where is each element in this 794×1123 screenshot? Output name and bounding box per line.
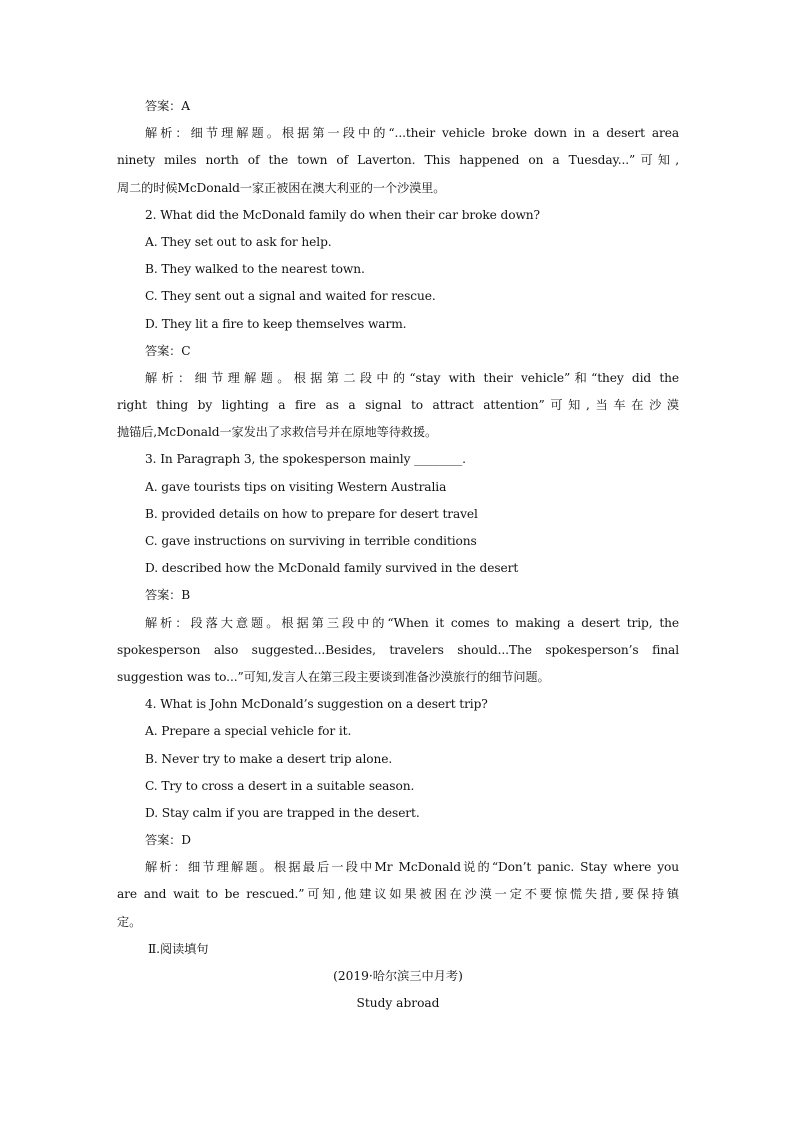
q2-analysis-line-2: right thing by lighting a fire as a signal to attract attention”可知,当车在沙漠 bbox=[117, 398, 679, 413]
q3-option-b: B. provided details on how to prepare for desert travel bbox=[145, 506, 478, 521]
passage-title: Study abroad bbox=[356, 996, 440, 1011]
q2-answer: 答案：C bbox=[145, 343, 191, 358]
q3-option-c: C. gave instructions on surviving in terrible conditions bbox=[145, 534, 477, 548]
q4-answer: 答案：D bbox=[145, 833, 191, 848]
q3-analysis-line-2: spokesperson also suggested...Besides, travelers should...The spokesperson’s final bbox=[117, 642, 679, 657]
q4-option-a: A. Prepare a special vehicle for it. bbox=[145, 724, 352, 739]
q3-answer: 答案：B bbox=[145, 588, 191, 603]
q4-analysis-line-3: 定。 bbox=[117, 914, 142, 929]
q1-answer: 答案：A bbox=[145, 99, 190, 113]
q4-analysis-line-1: 解析：细节理解题。根据最后一段中Mr McDonald说的“Don’t panic. Stay where you bbox=[145, 860, 679, 875]
q1-analysis-line-3: 周二的时候McDonald一家正被困在澳大利亚的一个沙漠里。 bbox=[117, 180, 446, 195]
q3-analysis-line-1: 解析：段落大意题。根据第三段中的“When it comes to making a desert trip, the bbox=[145, 615, 679, 630]
document-page bbox=[117, 93, 679, 1017]
q2-option-a: A. They set out to ask for help. bbox=[145, 234, 332, 249]
q4-option-d: D. Stay calm if you are trapped in the desert. bbox=[145, 805, 420, 820]
q2-option-b: B. They walked to the nearest town. bbox=[145, 262, 365, 277]
q2-analysis-line-1: 解析：细节理解题。根据第二段中的“stay with their vehicle”和“they did the bbox=[145, 370, 679, 385]
section-heading: Ⅱ.阅读填句 bbox=[148, 941, 209, 956]
q3-question: 3. In Paragraph 3, the spokesperson mainly ________. bbox=[145, 452, 466, 467]
q2-question: 2. What did the McDonald family do when their car broke down? bbox=[145, 207, 540, 222]
q4-option-c: C. Try to cross a desert in a suitable season. bbox=[145, 778, 415, 793]
q3-option-d: D. described how the McDonald family survived in the desert bbox=[145, 561, 519, 576]
passage-source: (2019·哈尔滨三中月考) bbox=[333, 969, 463, 983]
q1-analysis-line-2: ninety miles north of the town of Laverton. This happened on a Tuesday...”可知, bbox=[117, 153, 679, 168]
q3-option-a: A. gave tourists tips on visiting Western Australia bbox=[145, 479, 447, 494]
q4-analysis-line-2: are and wait to be rescued.”可知,他建议如果被困在沙漠一定不要惊慌失措,要保持镇 bbox=[117, 887, 679, 902]
q2-analysis-line-3: 抛锚后,McDonald一家发出了求救信号并在原地等待救援。 bbox=[117, 425, 438, 440]
q1-analysis-line-1: 解析：细节理解题。根据第一段中的“...their vehicle broke down in a desert area bbox=[145, 126, 679, 141]
q2-option-d: D. They lit a fire to keep themselves warm. bbox=[145, 316, 407, 331]
q4-option-b: B. Never try to make a desert trip alone. bbox=[145, 751, 393, 766]
q3-analysis-line-3: suggestion was to...”可知,发言人在第三段主要谈到准备沙漠旅行的细节问题。 bbox=[117, 669, 550, 684]
q4-question: 4. What is John McDonald’s suggestion on a desert trip? bbox=[145, 697, 488, 712]
q2-option-c: C. They sent out a signal and waited for rescue. bbox=[145, 289, 436, 304]
